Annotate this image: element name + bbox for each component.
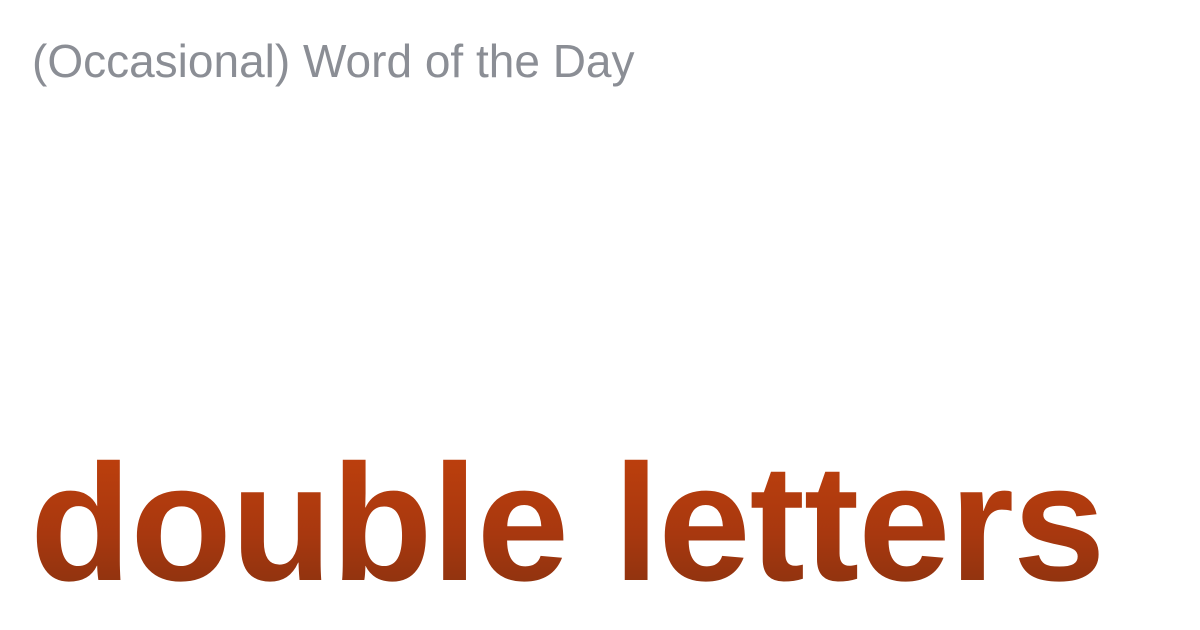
kicker-title: (Occasional) Word of the Day [32, 35, 635, 87]
featured-word: double letters [30, 431, 1105, 616]
